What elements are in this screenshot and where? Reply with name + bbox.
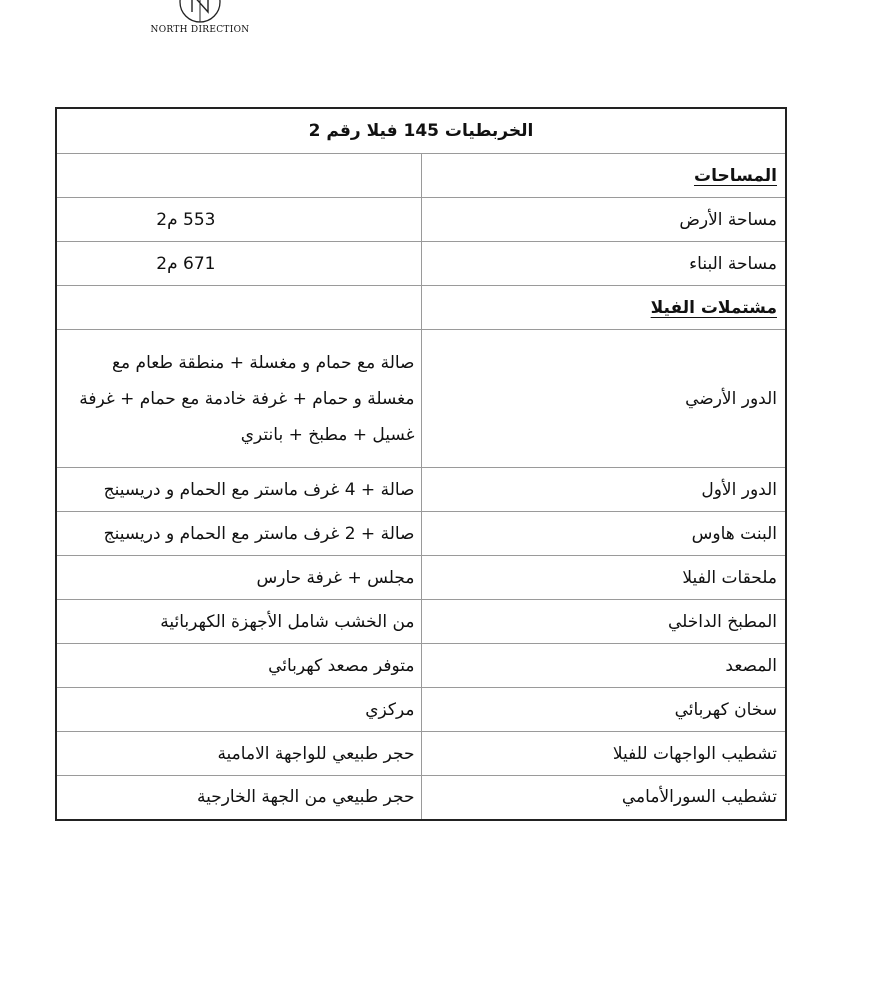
- build-area-row: [56, 242, 786, 286]
- row-label: تشطيب الواجهات للفيلا: [421, 732, 786, 776]
- land-area-label: مساحة الأرض: [421, 198, 786, 242]
- features-heading-row: [56, 286, 786, 330]
- table-row: [56, 330, 786, 468]
- table-row: [56, 512, 786, 556]
- table-row: [56, 688, 786, 732]
- row-value: صالة + 4 غرف ماستر مع الحمام و دريسينج: [56, 468, 421, 512]
- compass-north-icon: [170, 0, 230, 26]
- row-value: صالة مع حمام و مغسلة + منطقة طعام مع مغسلة و حمام + غرفة خادمة مع حمام + غرفة غسيل + مطبخ + بانتري: [56, 330, 421, 468]
- row-label: سخان كهربائي: [421, 688, 786, 732]
- logo: [150, 0, 250, 40]
- table-row: [56, 468, 786, 512]
- table-row: [56, 600, 786, 644]
- row-label: ملحقات الفيلا: [421, 556, 786, 600]
- row-label: البنت هاوس: [421, 512, 786, 556]
- row-label: المصعد: [421, 644, 786, 688]
- row-label: الدور الأرضي: [421, 330, 786, 468]
- row-value: حجر طبيعي من الجهة الخارجية: [56, 776, 421, 820]
- row-label: تشطيب السورالأمامي: [421, 776, 786, 820]
- features-heading-cell: [421, 286, 786, 330]
- table-row: [56, 644, 786, 688]
- build-area-value: 671 م2: [56, 242, 421, 286]
- villa-spec-table: [55, 107, 787, 821]
- row-value: صالة + 2 غرف ماستر مع الحمام و دريسينج: [56, 512, 421, 556]
- table-row: [56, 556, 786, 600]
- table-row: [56, 776, 786, 820]
- areas-heading-row: [56, 154, 786, 198]
- empty-cell: [56, 154, 421, 198]
- areas-heading-cell: [421, 154, 786, 198]
- row-value: حجر طبيعي للواجهة الامامية: [56, 732, 421, 776]
- land-area-row: [56, 198, 786, 242]
- land-area-value: 553 م2: [56, 198, 421, 242]
- logo-text: NORTH DIRECTION: [150, 25, 250, 35]
- build-area-label: مساحة البناء: [421, 242, 786, 286]
- row-value: من الخشب شامل الأجهزة الكهربائية: [56, 600, 421, 644]
- row-label: المطبخ الداخلي: [421, 600, 786, 644]
- row-value: مجلس + غرفة حارس: [56, 556, 421, 600]
- row-value: مركزي: [56, 688, 421, 732]
- row-label: الدور الأول: [421, 468, 786, 512]
- empty-cell: [56, 286, 421, 330]
- title-row: [56, 108, 786, 154]
- features-heading: مشتملات الفيلا: [650, 297, 777, 318]
- table-row: [56, 732, 786, 776]
- areas-heading: المساحات: [693, 165, 777, 186]
- table-title: الخربطيات 145 فيلا رقم 2: [56, 108, 786, 154]
- row-value: متوفر مصعد كهربائي: [56, 644, 421, 688]
